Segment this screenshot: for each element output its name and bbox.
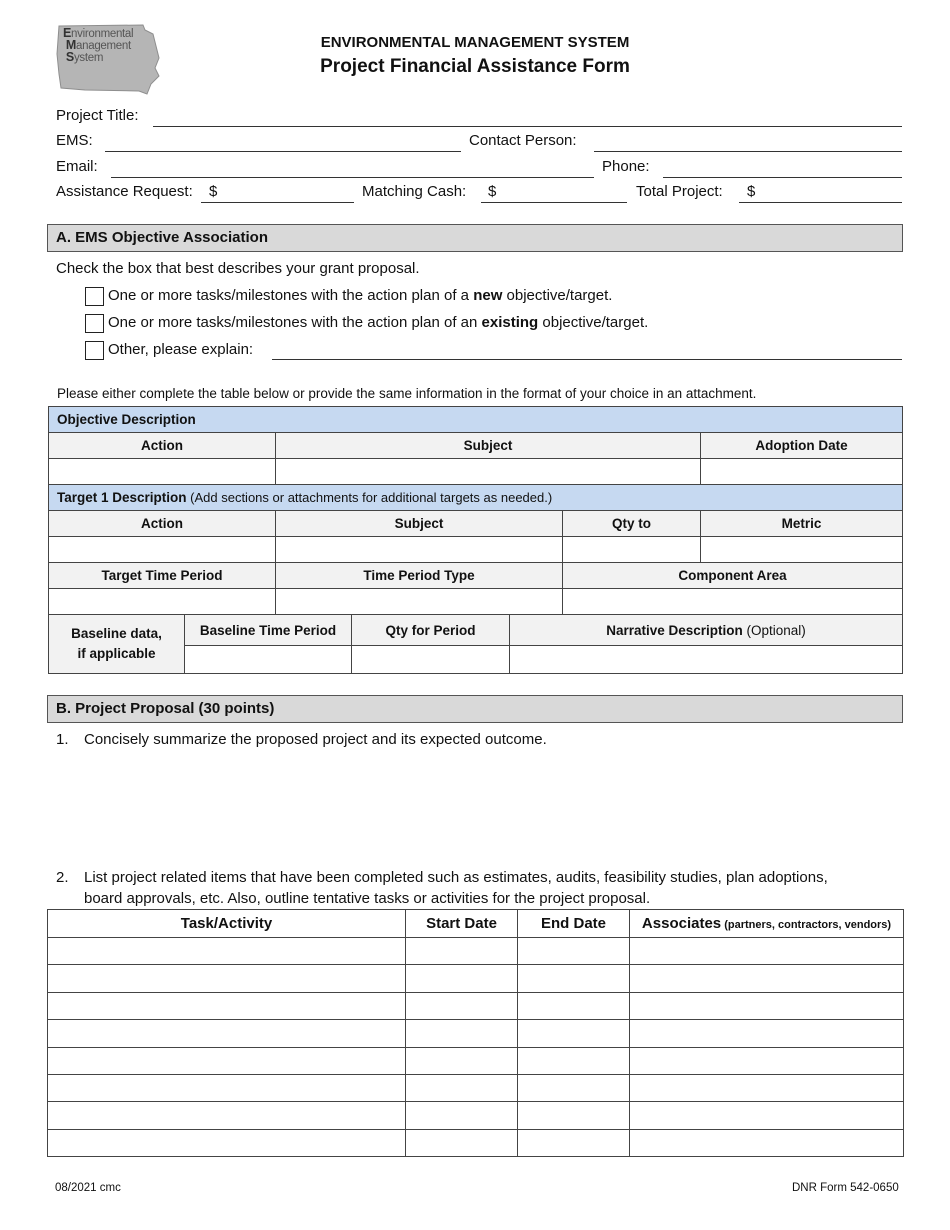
associates-cell[interactable]	[630, 1047, 904, 1074]
q1-number: 1.	[56, 731, 69, 748]
objective-table	[48, 406, 903, 615]
matching-cash-field[interactable]	[481, 202, 627, 203]
start-date-cell[interactable]	[406, 1047, 518, 1074]
task-cell[interactable]	[48, 1129, 406, 1156]
table-note: Please either complete the table below or provide the same information in the format of your choice in an attachment.	[57, 386, 757, 401]
objective-description-header: Objective Description	[49, 407, 903, 433]
project-title-field[interactable]	[153, 126, 902, 127]
target-description-header: Target 1 Description (Add sections or attachments for additional targets as needed.)	[49, 485, 903, 511]
logo-text: Environmental Management System	[63, 26, 134, 64]
qty-for-period-header: Qty for Period	[352, 615, 510, 646]
metric-header: Metric	[701, 511, 903, 537]
objective-subject-header: Subject	[276, 433, 701, 459]
existing-objective-checkbox[interactable]	[85, 314, 104, 333]
task-row	[48, 1047, 904, 1074]
associates-cell[interactable]	[630, 1020, 904, 1047]
end-date-cell[interactable]	[518, 1102, 630, 1129]
task-row	[48, 1020, 904, 1047]
start-date-cell[interactable]	[406, 938, 518, 965]
total-project-field[interactable]	[739, 202, 902, 203]
q2-text-line2: board approvals, etc. Also, outline tentative tasks or activities for the project proposal.	[84, 890, 651, 907]
task-cell[interactable]	[48, 1102, 406, 1129]
contact-person-label: Contact Person:	[469, 132, 577, 149]
q2-number: 2.	[56, 869, 69, 886]
new-objective-checkbox[interactable]	[85, 287, 104, 306]
section-a-instruction: Check the box that best describes your grant proposal.	[56, 260, 420, 277]
assistance-request-label: Assistance Request:	[56, 183, 193, 200]
total-project-label: Total Project:	[636, 183, 723, 200]
tasks-table	[47, 909, 904, 1157]
footer-date: 08/2021 cmc	[55, 1182, 121, 1194]
email-label: Email:	[56, 158, 98, 175]
narrative-description-cell[interactable]	[510, 646, 903, 674]
target-subject-header: Subject	[276, 511, 563, 537]
task-row	[48, 1129, 904, 1156]
end-date-cell[interactable]	[518, 1129, 630, 1156]
phone-field[interactable]	[663, 177, 902, 178]
task-cell[interactable]	[48, 1074, 406, 1101]
metric-cell[interactable]	[701, 537, 903, 563]
task-activity-header: Task/Activity	[48, 910, 406, 938]
matching-currency: $	[488, 183, 497, 200]
org-title: ENVIRONMENTAL MANAGEMENT SYSTEM	[320, 34, 630, 51]
end-date-cell[interactable]	[518, 992, 630, 1019]
task-cell[interactable]	[48, 938, 406, 965]
qty-to-cell[interactable]	[563, 537, 701, 563]
associates-cell[interactable]	[630, 965, 904, 992]
task-row	[48, 1074, 904, 1101]
end-date-cell[interactable]	[518, 938, 630, 965]
other-explain-field[interactable]	[272, 359, 902, 360]
form-title: Project Financial Assistance Form	[320, 56, 630, 77]
task-cell[interactable]	[48, 1020, 406, 1047]
time-period-type-header: Time Period Type	[276, 563, 563, 589]
associates-cell[interactable]	[630, 1074, 904, 1101]
associates-cell[interactable]	[630, 1102, 904, 1129]
qty-to-header: Qty to	[563, 511, 701, 537]
section-a-header: A. EMS Objective Association	[47, 224, 903, 252]
associates-header: Associates (partners, contractors, vendors)	[630, 910, 904, 938]
baseline-time-period-cell[interactable]	[185, 646, 352, 674]
narrative-description-header: Narrative Description (Optional)	[510, 615, 903, 646]
start-date-cell[interactable]	[406, 1074, 518, 1101]
start-date-cell[interactable]	[406, 965, 518, 992]
start-date-cell[interactable]	[406, 992, 518, 1019]
task-cell[interactable]	[48, 965, 406, 992]
end-date-cell[interactable]	[518, 965, 630, 992]
total-currency: $	[747, 183, 756, 200]
associates-cell[interactable]	[630, 1129, 904, 1156]
start-date-cell[interactable]	[406, 1129, 518, 1156]
task-cell[interactable]	[48, 992, 406, 1019]
other-option: Other, please explain:	[108, 341, 254, 358]
baseline-data-label: Baseline data, if applicable	[49, 615, 185, 674]
baseline-table	[48, 614, 903, 674]
q2-text-line1: List project related items that have been completed such as estimates, audits, feasibility studies, plan adoptions,	[84, 869, 828, 886]
assistance-request-field[interactable]	[201, 202, 354, 203]
ems-field[interactable]	[105, 151, 461, 152]
end-date-cell[interactable]	[518, 1047, 630, 1074]
target-time-period-header: Target Time Period	[49, 563, 276, 589]
target-time-period-cell[interactable]	[49, 589, 276, 615]
associates-cell[interactable]	[630, 992, 904, 1019]
objective-action-cell[interactable]	[49, 459, 276, 485]
task-row	[48, 965, 904, 992]
baseline-time-period-header: Baseline Time Period	[185, 615, 352, 646]
target-subject-cell[interactable]	[276, 537, 563, 563]
qty-for-period-cell[interactable]	[352, 646, 510, 674]
task-cell[interactable]	[48, 1047, 406, 1074]
footer-form-number: DNR Form 542-0650	[792, 1182, 899, 1194]
end-date-cell[interactable]	[518, 1074, 630, 1101]
assistance-currency: $	[209, 183, 218, 200]
task-row	[48, 938, 904, 965]
start-date-header: Start Date	[406, 910, 518, 938]
target-action-cell[interactable]	[49, 537, 276, 563]
ems-label: EMS:	[56, 132, 93, 149]
target-action-header: Action	[49, 511, 276, 537]
section-b-header: B. Project Proposal (30 points)	[47, 695, 903, 723]
start-date-cell[interactable]	[406, 1020, 518, 1047]
time-period-type-cell[interactable]	[276, 589, 563, 615]
associates-cell[interactable]	[630, 938, 904, 965]
adoption-date-cell[interactable]	[701, 459, 903, 485]
existing-objective-option: One or more tasks/milestones with the action plan of an existing objective/target.	[108, 314, 649, 331]
task-row	[48, 992, 904, 1019]
email-field[interactable]	[111, 177, 594, 178]
contact-person-field[interactable]	[594, 151, 902, 152]
other-checkbox[interactable]	[85, 341, 104, 360]
phone-label: Phone:	[602, 158, 650, 175]
end-date-cell[interactable]	[518, 1020, 630, 1047]
adoption-date-header: Adoption Date	[701, 433, 903, 459]
component-area-header: Component Area	[563, 563, 903, 589]
new-objective-option: One or more tasks/milestones with the action plan of a new objective/target.	[108, 287, 613, 304]
objective-subject-cell[interactable]	[276, 459, 701, 485]
matching-cash-label: Matching Cash:	[362, 183, 467, 200]
end-date-header: End Date	[518, 910, 630, 938]
project-title-label: Project Title:	[56, 107, 139, 124]
q1-text: Concisely summarize the proposed project and its expected outcome.	[84, 731, 547, 748]
task-row	[48, 1102, 904, 1129]
objective-action-header: Action	[49, 433, 276, 459]
start-date-cell[interactable]	[406, 1102, 518, 1129]
component-area-cell[interactable]	[563, 589, 903, 615]
